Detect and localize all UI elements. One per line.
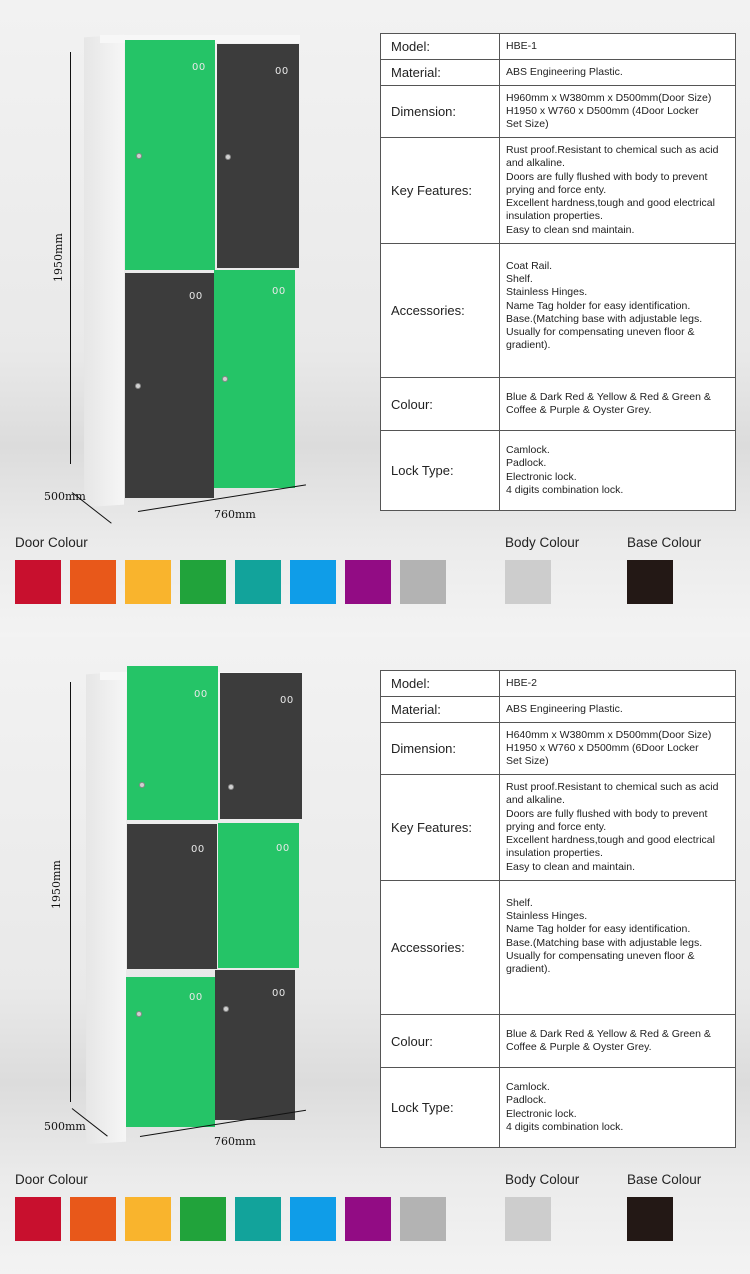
locker-door <box>220 673 302 819</box>
spec-row-key-features <box>381 775 736 881</box>
keyhole-icon <box>135 383 141 389</box>
spec-value: H640mm x W380mm x D500mm(Door Size) H1950 x W760 x D500mm (6Door Locker Set Size) <box>500 723 736 775</box>
spec-value: ABS Engineering Plastic. <box>500 60 736 86</box>
locker-door <box>126 977 215 1127</box>
door-colour-swatch[interactable] <box>290 560 336 604</box>
locker-illustration <box>0 637 370 1167</box>
height-dimension-line <box>70 682 71 1102</box>
door-number: 00 <box>189 992 203 1003</box>
keyhole-icon <box>228 784 234 790</box>
keyhole-icon <box>222 376 228 382</box>
door-colour-swatch[interactable] <box>15 1197 61 1241</box>
spec-row-dimension <box>381 723 736 775</box>
product-panel-hbe-2 <box>0 637 750 1274</box>
door-colour-swatch[interactable] <box>400 560 446 604</box>
keyhole-icon <box>136 153 142 159</box>
locker-door <box>218 823 299 968</box>
door-colour-swatch[interactable] <box>400 1197 446 1241</box>
spec-value: Blue & Dark Red & Yellow & Red & Green & Coffee & Purple & Oyster Grey. <box>500 378 736 431</box>
spec-key: Model: <box>381 671 500 697</box>
spec-row-lock-type <box>381 1068 736 1148</box>
base-colour-swatch[interactable] <box>627 1197 673 1241</box>
door-colour-title: Door Colour <box>15 535 88 550</box>
door-number: 00 <box>189 291 203 302</box>
spec-row-accessories <box>381 244 736 378</box>
door-colour-title: Door Colour <box>15 1172 88 1187</box>
spec-value: HBE-1 <box>500 34 736 60</box>
keyhole-icon <box>225 154 231 160</box>
spec-table <box>380 670 736 1148</box>
locker-body <box>86 672 126 1145</box>
locker-door <box>125 40 215 270</box>
spec-key: Colour: <box>381 378 500 431</box>
door-number: 00 <box>191 844 205 855</box>
width-dimension-label: 760mm <box>214 1135 256 1148</box>
door-colour-swatch[interactable] <box>180 1197 226 1241</box>
body-colour-title: Body Colour <box>505 1172 580 1187</box>
keyhole-icon <box>136 1011 142 1017</box>
spec-table <box>380 33 736 511</box>
height-dimension-label: 1950mm <box>52 233 65 282</box>
locker-illustration <box>0 0 370 530</box>
locker-door <box>215 970 295 1120</box>
spec-key: Model: <box>381 34 500 60</box>
spec-row-lock-type <box>381 431 736 511</box>
spec-value: Shelf. Stainless Hinges. Name Tag holder for easy identification. Base.(Matching base with adjustable legs. Usually for compensating uneven floor & gradient). <box>500 881 736 1015</box>
door-colour-swatch[interactable] <box>70 1197 116 1241</box>
spec-row-dimension <box>381 86 736 138</box>
door-colour-swatch[interactable] <box>345 1197 391 1241</box>
depth-dimension-label: 500mm <box>44 490 86 503</box>
door-colour-swatch[interactable] <box>180 560 226 604</box>
body-colour-title: Body Colour <box>505 535 580 550</box>
door-colour-swatch[interactable] <box>125 1197 171 1241</box>
spec-value: H960mm x W380mm x D500mm(Door Size) H1950 x W760 x D500mm (4Door Locker Set Size) <box>500 86 736 138</box>
spec-key: Accessories: <box>381 881 500 1015</box>
door-number: 00 <box>276 843 290 854</box>
door-colour-swatch[interactable] <box>125 560 171 604</box>
spec-key: Dimension: <box>381 723 500 775</box>
spec-key: Key Features: <box>381 775 500 881</box>
spec-value: Rust proof.Resistant to chemical such as acid and alkaline. Doors are fully flushed with body to prevent prying and force enty. Excellent hardness,tough and good electrical insulation properties. Easy to clean and maintain. <box>500 775 736 881</box>
spec-row-colour <box>381 378 736 431</box>
door-colour-swatch[interactable] <box>235 1197 281 1241</box>
spec-row-material <box>381 697 736 723</box>
spec-value: ABS Engineering Plastic. <box>500 697 736 723</box>
locker-door <box>214 270 295 488</box>
spec-key: Material: <box>381 60 500 86</box>
door-number: 00 <box>280 695 294 706</box>
keyhole-icon <box>139 782 145 788</box>
locker-body <box>84 35 124 508</box>
door-number: 00 <box>194 689 208 700</box>
base-colour-title: Base Colour <box>627 1172 702 1187</box>
spec-row-model <box>381 671 736 697</box>
base-colour-title: Base Colour <box>627 535 702 550</box>
spec-row-model <box>381 34 736 60</box>
spec-row-colour <box>381 1015 736 1068</box>
locker-door <box>127 666 218 820</box>
width-dimension-label: 760mm <box>214 508 256 521</box>
spec-key: Key Features: <box>381 138 500 244</box>
spec-row-material <box>381 60 736 86</box>
height-dimension-line <box>70 52 71 464</box>
locker-door <box>127 824 217 969</box>
spec-key: Colour: <box>381 1015 500 1068</box>
spec-value: Coat Rail. Shelf. Stainless Hinges. Name Tag holder for easy identification. Base.(Matching base with adjustable legs. Usually for compensating uneven floor & gradient). <box>500 244 736 378</box>
keyhole-icon <box>223 1006 229 1012</box>
spec-value: Camlock. Padlock. Electronic lock. 4 digits combination lock. <box>500 1068 736 1148</box>
spec-value: Blue & Dark Red & Yellow & Red & Green & Coffee & Purple & Oyster Grey. <box>500 1015 736 1068</box>
spec-key: Lock Type: <box>381 431 500 511</box>
locker-door <box>217 44 299 268</box>
door-colour-swatch[interactable] <box>70 560 116 604</box>
spec-value: Rust proof.Resistant to chemical such as acid and alkaline. Doors are fully flushed with body to prevent prying and force enty. Excellent hardness,tough and good electrical insulation properties. Easy to clean snd maintain. <box>500 138 736 244</box>
door-number: 00 <box>275 66 289 77</box>
spec-key: Accessories: <box>381 244 500 378</box>
door-colour-swatch[interactable] <box>235 560 281 604</box>
door-colour-swatch[interactable] <box>345 560 391 604</box>
spec-key: Lock Type: <box>381 1068 500 1148</box>
spec-key: Material: <box>381 697 500 723</box>
spec-value: HBE-2 <box>500 671 736 697</box>
door-number: 00 <box>192 62 206 73</box>
spec-row-key-features <box>381 138 736 244</box>
body-colour-swatch[interactable] <box>505 1197 551 1241</box>
door-colour-swatch[interactable] <box>290 1197 336 1241</box>
door-number: 00 <box>272 988 286 999</box>
locker-door <box>125 273 214 498</box>
depth-dimension-label: 500mm <box>44 1120 86 1133</box>
spec-row-accessories <box>381 881 736 1015</box>
body-colour-swatch[interactable] <box>505 560 551 604</box>
door-colour-swatch[interactable] <box>15 560 61 604</box>
door-number: 00 <box>272 286 286 297</box>
spec-key: Dimension: <box>381 86 500 138</box>
height-dimension-label: 1950mm <box>50 860 63 909</box>
base-colour-swatch[interactable] <box>627 560 673 604</box>
spec-value: Camlock. Padlock. Electronic lock. 4 digits combination lock. <box>500 431 736 511</box>
